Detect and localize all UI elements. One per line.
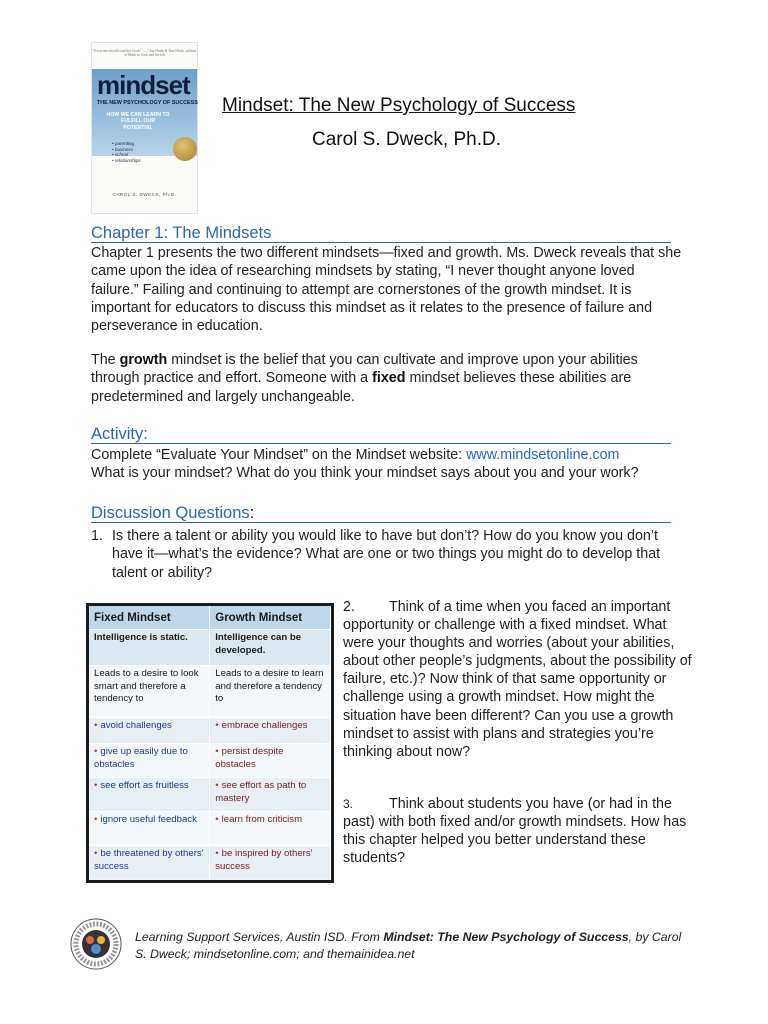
cell-text: avoid challenges xyxy=(100,720,172,731)
table-cell xyxy=(89,718,210,744)
text-run: The xyxy=(91,352,120,368)
bold-fixed: fixed xyxy=(372,370,406,387)
table-cell xyxy=(210,778,331,812)
bullet-icon: • xyxy=(94,780,98,791)
organization-seal-logo-icon xyxy=(70,918,122,970)
table-cell xyxy=(210,718,331,744)
footer-book-title: Mindset: The New Psychology of Success xyxy=(383,930,629,944)
bullet-icon: • xyxy=(94,720,98,731)
text-run: , by Carol S. Dweck; mindsetonline.com; and themainidea.net xyxy=(135,930,682,961)
table-row xyxy=(89,630,331,666)
cell-text: ignore useful feedback xyxy=(100,814,197,825)
cover-quote: "Everyone should read this book." — Chip Heath & Dan Heath, authors of Made to Stick and Switch xyxy=(92,49,197,58)
table-row xyxy=(89,846,331,880)
cover-tagline: HOW WE CAN LEARN TO FULFILL OUR POTENTIAL xyxy=(106,112,170,131)
cell-text: be inspired by others' success xyxy=(215,848,313,872)
bullet-icon: • xyxy=(215,848,219,859)
text-run: mindset believes these abilities are predetermined and largely unchangeable. xyxy=(91,370,632,405)
text-run: mindset is the belief that you can cultivate and improve upon your abilities through practice and effort. Someone with a xyxy=(91,352,638,387)
table-cell xyxy=(89,744,210,778)
cell-text: give up easily due to obstacles xyxy=(94,746,188,770)
activity-line-1: Complete “Evaluate Your Mindset” on the Mindset website: xyxy=(91,447,467,463)
table-cell xyxy=(89,778,210,812)
cover-band xyxy=(92,69,198,163)
bullet-icon: • xyxy=(94,814,98,825)
cell-text: see effort as fruitless xyxy=(100,780,189,791)
question-3 xyxy=(343,795,693,867)
bullet-icon: • xyxy=(94,746,98,757)
cover-topic: • relationships xyxy=(112,157,141,163)
bullet-icon: • xyxy=(215,780,219,791)
cell-text: see effort as path to mastery xyxy=(215,780,307,804)
bold-growth: growth xyxy=(119,352,168,368)
cover-topic: • parenting xyxy=(112,141,135,146)
mindset-website-link[interactable]: www.mindsetonline.com xyxy=(466,447,620,463)
table-cell xyxy=(89,846,210,880)
table-header-fixed: Fixed Mindset xyxy=(89,606,210,630)
table-cell xyxy=(210,846,331,880)
question-2 xyxy=(343,598,693,761)
cover-award-seal-icon xyxy=(173,137,197,161)
cell-text: be threatened by others' success xyxy=(94,848,204,872)
activity-line-2: What is your mindset? What do you think your mindset says about you and your work? xyxy=(91,465,639,482)
mindset-comparison-table xyxy=(86,603,334,883)
document-author: Carol S. Dweck, Ph.D. xyxy=(312,129,501,150)
cover-author: CAROL S. DWECK, Ph.D. xyxy=(112,192,177,197)
discussion-heading-text: Discussion Questions xyxy=(91,504,250,522)
discussion-heading xyxy=(91,504,671,523)
bullet-icon: • xyxy=(215,814,219,825)
question-number: 2. xyxy=(343,599,355,615)
question-1 xyxy=(91,527,686,582)
chapter-paragraph-1: Chapter 1 presents the two different mindsets—fixed and growth. Ms. Dweck reveals that she came upon the idea of researching mindsets by stating, “I never thought anyone loved failure.” Failing and continuing to attempt are cornerstones of the growth mindset. It is important for educators to discuss this mindset as it relates to the presence of failure and perseverance in education. xyxy=(91,245,682,335)
question-number: 1. xyxy=(91,528,103,544)
cover-topic: • business xyxy=(112,146,134,152)
table-cell xyxy=(210,812,331,846)
table-cell: Intelligence is static. xyxy=(89,630,210,666)
table-cell xyxy=(210,744,331,778)
table-row xyxy=(89,778,331,812)
question-text: Think of a time when you faced an important opportunity or challenge with a fixed mindset. What were your thoughts and worries (about your abilities, about other people’s judgments, about the possibility of failure, etc.)? Now think of that same opportunity or challenge using a growth mindset. How might the situation have been different? Can you use a growth mindset to assist with plans and strategies you’re thinking about now? xyxy=(343,599,692,760)
table-row xyxy=(89,666,331,718)
discussion-heading-colon: : xyxy=(249,504,255,522)
activity-text xyxy=(91,446,686,483)
cover-subtitle: THE NEW PSYCHOLOGY OF SUCCESS xyxy=(97,100,198,106)
question-text: Think about students you have (or had in the past) with both fixed and/or growth mindsets. How has this chapter helped you better understand these students? xyxy=(343,796,687,867)
table-cell: Leads to a desire to learn and therefore a tendency to xyxy=(210,666,331,718)
document-title: Mindset: The New Psychology of Success xyxy=(222,95,576,116)
table-cell: Leads to a desire to look smart and therefore a tendency to xyxy=(89,666,210,718)
cell-text: learn from criticism xyxy=(221,814,303,825)
book-cover-image xyxy=(91,42,198,214)
table-row xyxy=(89,744,331,778)
cover-topic: • school xyxy=(112,152,129,158)
text-run: Learning Support Services, Austin ISD. From xyxy=(135,930,384,944)
bullet-icon: • xyxy=(215,720,219,731)
table-row xyxy=(89,812,331,846)
cover-title: mindset xyxy=(97,70,190,100)
question-number: 3. xyxy=(343,797,354,811)
chapter-heading: Chapter 1: The Mindsets xyxy=(91,224,671,243)
question-text: Is there a talent or ability you would like to have but don’t? How do you know you don’t have it—what’s the evidence? What are one or two things you might do to develop that talent or ability? xyxy=(112,528,661,581)
table-cell: Intelligence can be developed. xyxy=(210,630,331,666)
chapter-paragraph-2 xyxy=(91,351,686,406)
cell-text: persist despite obstacles xyxy=(215,746,284,770)
bullet-icon: • xyxy=(94,848,98,859)
table-header-growth: Growth Mindset xyxy=(210,606,331,630)
table-cell xyxy=(89,812,210,846)
activity-heading: Activity: xyxy=(91,425,671,444)
cell-text: embrace challenges xyxy=(221,720,308,731)
bullet-icon: • xyxy=(215,746,219,757)
table-row xyxy=(89,718,331,744)
footer-credit xyxy=(135,929,695,963)
cover-topic-list xyxy=(112,141,141,163)
